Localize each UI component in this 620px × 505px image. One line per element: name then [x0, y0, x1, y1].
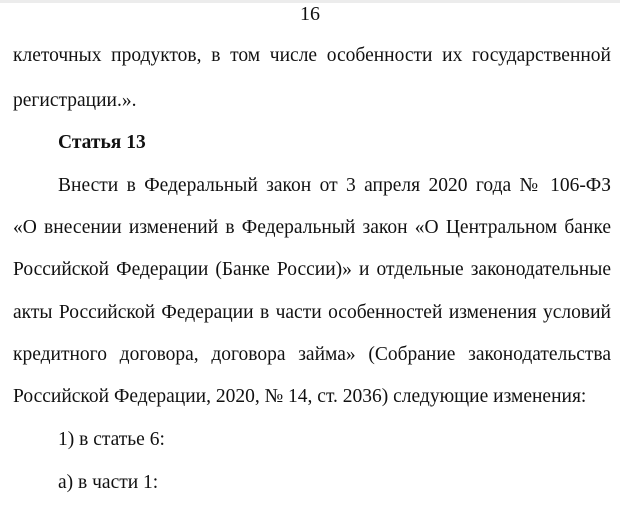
text-line: Российской Федерации, 2020, № 14, ст. 2036) следующие изменения:	[13, 386, 587, 407]
text-line: клеточных продуктов, в том числе особенности их государственной	[13, 45, 611, 66]
text-line: Внести в Федеральный закон от 3 апреля 2020 года № 106-ФЗ	[58, 175, 611, 196]
page-number: 16	[300, 3, 320, 25]
list-item: а) в части 1:	[58, 472, 159, 493]
text-line: регистрации.».	[13, 90, 137, 111]
list-item: 1) в статье 6:	[58, 429, 165, 450]
text-line: кредитного договора, договора займа» (Собрание законодательства	[13, 344, 611, 365]
text-line: «О внесении изменений в Федеральный закон «О Центральном банке	[13, 217, 611, 238]
text-line: Российской Федерации (Банке России)» и отдельные законодательные	[13, 259, 611, 280]
article-heading: Статья 13	[58, 132, 146, 153]
text-line: акты Российской Федерации в части особенностей изменения условий	[13, 302, 611, 323]
